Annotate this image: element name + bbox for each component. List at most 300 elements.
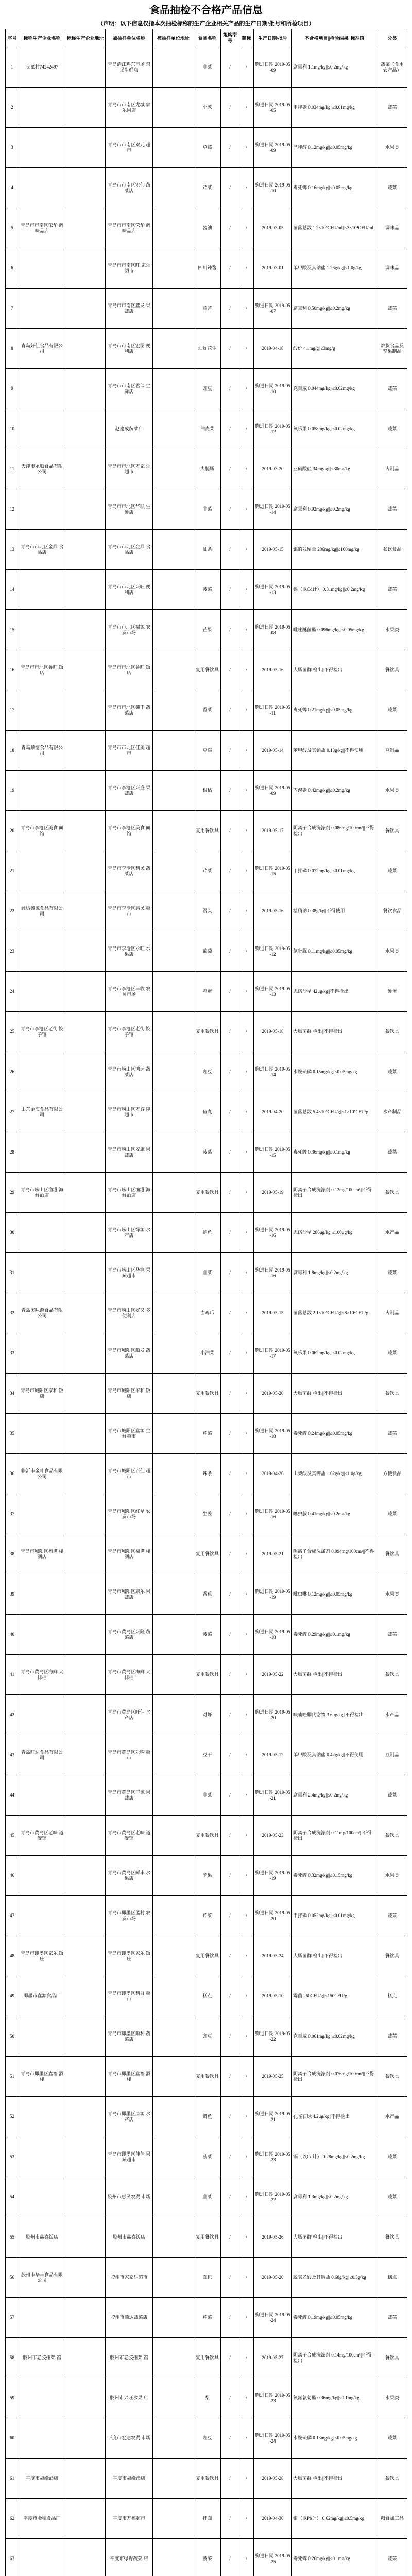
table-cell: 复用餐饮具 [194, 1173, 221, 1213]
table-cell: 青岛市黄岛区海鲜 大排档 [106, 1655, 153, 1695]
table-cell: 青岛市市北区兴旺 便利店 [106, 570, 153, 610]
table-cell: / [221, 128, 239, 168]
table-cell: 复用餐饮具 [194, 2217, 221, 2258]
table-cell: / [239, 1534, 254, 1574]
table-cell: 餐饮具 [377, 2057, 407, 2097]
table-cell: 购进日期 2019-05-09 [254, 771, 292, 811]
table-cell: 60 [6, 2418, 19, 2459]
table-cell: 青岛市崂山区鸿运 蔬菜店 [106, 1052, 153, 1092]
table-cell [153, 369, 194, 409]
table-cell [65, 1132, 106, 1173]
table-cell [65, 731, 106, 771]
table-cell [65, 570, 106, 610]
table-cell: 毒死蜱 0.21mg/kg||≤0.05mg/kg [292, 690, 377, 731]
table-cell: 61 [6, 2459, 19, 2499]
table-cell [153, 1856, 194, 1896]
table-cell [65, 972, 106, 1012]
table-cell: 水产制品 [377, 1092, 407, 1132]
table-cell: 青岛清江鸡东市场 鸡场生鲜店 [106, 47, 153, 88]
table-row [6, 1333, 407, 1374]
table-cell: 购进日期 2019-05-23 [254, 2378, 292, 2418]
table-cell [65, 1374, 106, 1414]
table-cell: 2019-05-15 [254, 530, 292, 570]
table-cell: 大肠菌群 检出||不得检出 [292, 1374, 377, 1414]
table-cell [65, 489, 106, 530]
table-cell: 餐饮具 [377, 811, 407, 851]
table-cell [65, 1856, 106, 1896]
table-cell: 13 [6, 530, 19, 570]
table-cell: / [221, 1574, 239, 1615]
table-cell: 胶州市鑫鑫饭店 [19, 2217, 65, 2258]
table-cell: 购进日期 2019-05-12 [254, 931, 292, 972]
table-cell: 青岛市市北区万家 乐超市 [106, 449, 153, 489]
table-cell [153, 1052, 194, 1092]
table-cell: 蔬菜 [377, 1896, 407, 1936]
table-row [6, 2499, 407, 2539]
table-cell: 芹菜 [194, 2298, 221, 2338]
table-cell [19, 2298, 65, 2338]
table-cell: 菠菜 [194, 1132, 221, 1173]
table-cell: 30 [6, 1213, 19, 1253]
table-cell: 芒果 [194, 610, 221, 650]
table-cell: / [239, 489, 254, 530]
table-cell: 毒死蜱 0.19mg/kg||≤0.05mg/kg [292, 2298, 377, 2338]
table-cell: 2019-05-16 [254, 650, 292, 690]
table-cell: 毒死蜱 0.36mg/kg||≤0.1mg/kg [292, 1132, 377, 1173]
table-cell: / [221, 1896, 239, 1936]
table-cell [153, 1092, 194, 1132]
table-cell: 24 [6, 972, 19, 1012]
table-cell [65, 449, 106, 489]
table-cell [65, 811, 106, 851]
table-cell [65, 530, 106, 570]
table-cell: 51 [6, 2057, 19, 2097]
table-cell: 青岛市城阳区家和 饭店 [19, 1374, 65, 1414]
table-cell: 吡虫啉 0.12mg/kg||≤0.05mg/kg [292, 1574, 377, 1615]
table-cell: / [221, 47, 239, 88]
table-cell: / [221, 449, 239, 489]
table-cell: 水果类 [377, 1856, 407, 1896]
table-row [6, 690, 407, 731]
table-cell [65, 2298, 106, 2338]
table-cell [153, 489, 194, 530]
table-cell: 青岛市市北区佳美 超市 [106, 731, 153, 771]
table-cell: 青岛市即墨区家乐 饭庄 [106, 1936, 153, 1976]
table-cell: 57 [6, 2298, 19, 2338]
table-cell: 2 [6, 88, 19, 128]
table-cell [19, 1775, 65, 1816]
table-cell: 青岛市市北区鑫丰 蔬菜店 [106, 690, 153, 731]
table-row [6, 570, 407, 610]
table-cell: 方便食品 [377, 1454, 407, 1494]
page-title: 食品抽检不合格产品信息 [149, 4, 263, 16]
table-cell: 蔬菜 [377, 2539, 407, 2576]
table-cell: / [239, 2258, 254, 2298]
column-header: 不合格项目||检验结果||标准值 [292, 29, 377, 47]
table-cell [153, 2137, 194, 2177]
table-cell: 2019-05-19 [254, 1173, 292, 1213]
table-cell [19, 1052, 65, 1092]
table-cell: / [221, 1333, 239, 1374]
table-cell: / [221, 248, 239, 289]
table-row [6, 128, 407, 168]
table-cell [65, 650, 106, 690]
table-cell [65, 1816, 106, 1856]
table-cell: 青岛市崂山区渔港 海鲜酒店 [106, 1173, 153, 1213]
table-cell: 购进日期 2019-05-15 [254, 851, 292, 891]
table-cell: 购进日期 2019-05-15 [254, 1132, 292, 1173]
table-cell [153, 449, 194, 489]
table-cell: 购进日期 2019-05-10 [254, 369, 292, 409]
table-cell: / [221, 931, 239, 972]
table-cell: 铝的残留量 286mg/kg||≤100mg/kg [292, 530, 377, 570]
table-cell: / [239, 610, 254, 650]
table-cell [65, 1574, 106, 1615]
column-header: 分类 [377, 29, 407, 47]
table-cell [19, 1253, 65, 1293]
table-cell: 菠菜 [194, 2539, 221, 2576]
table-cell [19, 2539, 65, 2576]
table-cell: / [221, 2418, 239, 2459]
table-cell: / [239, 2057, 254, 2097]
table-cell: / [239, 771, 254, 811]
table-cell: 购进日期 2019-05-23 [254, 2137, 292, 2177]
table-cell: / [239, 47, 254, 88]
table-cell [153, 2057, 194, 2097]
table-row [6, 731, 407, 771]
table-cell: 胶州市华丰食品有限公司 [19, 2258, 65, 2298]
table-cell [19, 610, 65, 650]
table-cell: 青岛美味源食品有限公司 [19, 1293, 65, 1333]
table-cell: 蔬菜 [377, 570, 407, 610]
table-cell: 青岛市城阳区福满 楼酒店 [19, 1534, 65, 1574]
table-cell: / [221, 972, 239, 1012]
table-cell: 天津市永顺食品有限公司 [19, 449, 65, 489]
table-cell: / [221, 1494, 239, 1534]
table-cell: 复用餐饮具 [194, 1374, 221, 1414]
table-cell: / [221, 2539, 239, 2576]
table-cell [19, 289, 65, 329]
table-cell: 平度市福缘酒店 [106, 2459, 153, 2499]
table-cell [153, 2217, 194, 2258]
table-cell [65, 1454, 106, 1494]
table-cell [19, 489, 65, 530]
table-cell: 青岛市即墨区佳佳 果蔬超市 [106, 2137, 153, 2177]
table-cell: / [239, 891, 254, 931]
table-cell: 青岛市市南区宏图 便利店 [106, 329, 153, 369]
column-header: 被抽样单位地址 [153, 29, 194, 47]
table-row [6, 208, 407, 248]
table-cell: 腐霉利 1.3mg/kg||≤0.2mg/kg [292, 2177, 377, 2217]
table-cell: 购进日期 2019-05-22 [254, 2016, 292, 2057]
table-cell: / [221, 168, 239, 208]
table-cell: 水产品 [377, 1695, 407, 1735]
table-cell: 调味品 [377, 208, 407, 248]
table-cell: 购进日期 2019-05-20 [254, 1695, 292, 1735]
table-cell [19, 1574, 65, 1615]
table-cell: 1 [6, 47, 19, 88]
table-cell: 良菜村74242497 [19, 47, 65, 88]
table-cell: / [239, 369, 254, 409]
table-cell [153, 2016, 194, 2057]
table-cell [153, 811, 194, 851]
table-cell [153, 88, 194, 128]
table-row [6, 891, 407, 931]
table-cell: 青岛市即墨区顺利 蔬菜店 [106, 2016, 153, 2057]
table-cell: 霉菌 260CFU/g||≤150CFU/g [292, 1976, 377, 2016]
table-cell [153, 851, 194, 891]
table-cell [153, 530, 194, 570]
table-cell: 52 [6, 2097, 19, 2137]
table-cell: 青岛市崂山区绿源 水产店 [106, 1213, 153, 1253]
table-cell: 水产品 [377, 2097, 407, 2137]
table-cell: 毒死蜱 0.16mg/kg||≤0.05mg/kg [292, 168, 377, 208]
table-cell: 33 [6, 1333, 19, 1374]
table-cell [65, 1494, 106, 1534]
table-cell: 水果类 [377, 128, 407, 168]
table-cell: / [239, 208, 254, 248]
table-cell: 2019-05-28 [254, 2459, 292, 2499]
table-cell: / [221, 1856, 239, 1896]
table-cell: 3 [6, 128, 19, 168]
table-cell: 菠菜 [194, 2137, 221, 2177]
table-cell: 青岛市市北区鲁旺 饭店 [106, 650, 153, 690]
table-cell: 蔬菜 [377, 409, 407, 449]
table-cell: 丙溴磷 0.42mg/kg||≤0.2mg/kg [292, 771, 377, 811]
table-cell [153, 1976, 194, 2016]
table-cell: 2019-04-18 [254, 329, 292, 369]
table-cell: / [239, 1655, 254, 1695]
table-cell: 鱼丸 [194, 1092, 221, 1132]
table-cell [65, 2338, 106, 2378]
table-cell [153, 1534, 194, 1574]
table-cell: 菠菜 [194, 570, 221, 610]
table-row [6, 2217, 407, 2258]
table-cell: / [239, 1856, 254, 1896]
table-cell: 青岛市黄岛区鲜丰 水果店 [106, 1856, 153, 1896]
table-cell: 9 [6, 369, 19, 409]
table-cell: 阴离子合成洗涤剂 0.12mg/100cm²||不得检出 [292, 1173, 377, 1213]
table-cell: 复用餐饮具 [194, 650, 221, 690]
table-cell: 油炸花生 [194, 329, 221, 369]
table-cell: 香蕉 [194, 1574, 221, 1615]
table-cell [153, 1936, 194, 1976]
table-cell: 克百威 0.044mg/kg||≤0.02mg/kg [292, 369, 377, 409]
table-cell: 馒头 [194, 891, 221, 931]
table-cell: 芹菜 [194, 168, 221, 208]
table-cell: 挂面 [194, 2499, 221, 2539]
table-row [6, 972, 407, 1012]
table-cell: 豆腐 [194, 731, 221, 771]
table-cell: 肉制品 [377, 449, 407, 489]
column-header: 标称生产企业名称 [19, 29, 65, 47]
table-cell [65, 2258, 106, 2298]
table-cell: / [239, 1695, 254, 1735]
table-cell [65, 1052, 106, 1092]
table-cell: 胶州市顺达蔬菜店 [106, 2298, 153, 2338]
table-cell: 购进日期 2019-05-24 [254, 2418, 292, 2459]
table-cell [65, 329, 106, 369]
table-row [6, 1213, 407, 1253]
table-cell: 青岛顺德食品有限公司 [19, 731, 65, 771]
table-cell: 青岛市即墨区鑫福 酒楼 [19, 2057, 65, 2097]
table-cell: 阴离子合成洗涤剂 0.086mg/100cm²||不得检出 [292, 811, 377, 851]
table-cell: 亚硝酸盐 34mg/kg||≤30mg/kg [292, 449, 377, 489]
table-cell: 甲拌磷 0.052mg/kg||≤0.01mg/kg [292, 1896, 377, 1936]
table-cell: 27 [6, 1092, 19, 1132]
table-cell: 小葱 [194, 88, 221, 128]
table-cell: 12 [6, 489, 19, 530]
table-cell: / [221, 1253, 239, 1293]
table-cell: 复用餐饮具 [194, 811, 221, 851]
table-cell: 2019-05-21 [254, 1534, 292, 1574]
table-cell: 购进日期 2019-05-10 [254, 168, 292, 208]
table-cell: 胶州市惠民农贸 市场 [106, 2177, 153, 2217]
table-cell: 4 [6, 168, 19, 208]
table-cell: 2019-05-20 [254, 2258, 292, 2298]
table-cell: 韭菜 [194, 1253, 221, 1293]
table-cell: 蒜苔 [194, 289, 221, 329]
table-cell [153, 650, 194, 690]
table-cell: / [221, 1414, 239, 1454]
table-cell: 赵建成蔬菜店 [106, 409, 153, 449]
table-cell: 蔬菜 [377, 1333, 407, 1374]
table-cell: 2019-05-14 [254, 731, 292, 771]
table-cell [65, 1092, 106, 1132]
table-cell: 复用餐饮具 [194, 2057, 221, 2097]
table-cell: 餐饮具 [377, 2338, 407, 2378]
table-cell: 苯甲酸及其钠盐 0.18g/kg||不得使用 [292, 731, 377, 771]
table-cell: 青岛市市南区旺 家乐超市 [106, 248, 153, 289]
table-cell: 购进日期 2019-05-05 [254, 88, 292, 128]
table-cell: 2019-05-20 [254, 1374, 292, 1414]
table-cell: / [239, 1012, 254, 1052]
table-cell: / [239, 1816, 254, 1856]
table-cell [65, 1012, 106, 1052]
table-cell: 青岛市崂山区万客 隆超市 [106, 1092, 153, 1132]
table-cell: / [239, 248, 254, 289]
table-cell [65, 2057, 106, 2097]
table-cell [19, 369, 65, 409]
table-cell: 蔬菜 [377, 690, 407, 731]
table-cell [65, 1333, 106, 1374]
table-cell: 40 [6, 1615, 19, 1655]
table-row [6, 1816, 407, 1856]
table-cell: 青岛市市南区龙城 家乐园店 [106, 88, 153, 128]
table-cell: 青岛市李沧区利民 蔬菜店 [106, 851, 153, 891]
table-cell: 蔬菜 [377, 2418, 407, 2459]
table-cell: 餐饮具 [377, 1816, 407, 1856]
table-cell: / [221, 1052, 239, 1092]
column-header: 被抽样单位名称 [106, 29, 153, 47]
table-cell: 菠菜 [194, 1615, 221, 1655]
table-cell: 四川辣酱 [194, 248, 221, 289]
table-cell: 镉（以Cd计） 0.28mg/kg||≤0.2mg/kg [292, 2137, 377, 2177]
table-cell: 购进日期 2019-05-13 [254, 972, 292, 1012]
table-cell: 毒死蜱 0.26mg/kg||≤0.1mg/kg [292, 2539, 377, 2576]
table-cell: 14 [6, 570, 19, 610]
column-header: 食品名称 [194, 29, 221, 47]
table-cell [65, 2418, 106, 2459]
table-cell: 55 [6, 2217, 19, 2258]
table-row [6, 1856, 407, 1896]
table-cell: / [221, 2177, 239, 2217]
table-cell: / [239, 530, 254, 570]
table-cell [19, 2378, 65, 2418]
table-cell: / [221, 369, 239, 409]
table-cell: 粮食加工品 [377, 2499, 407, 2539]
table-cell: 调味品 [377, 248, 407, 289]
table-row [6, 650, 407, 690]
table-cell: 餐饮具 [377, 1655, 407, 1695]
table-cell [19, 88, 65, 128]
table-cell: 56 [6, 2258, 19, 2298]
table-cell: / [239, 2338, 254, 2378]
table-cell: / [221, 289, 239, 329]
table-cell: 10 [6, 409, 19, 449]
table-cell: 2019-04-30 [254, 2499, 292, 2539]
table-cell: 蔬菜 [377, 2298, 407, 2338]
table-cell: 青岛市黄岛区老味 道餐馆 [106, 1816, 153, 1856]
table-cell [65, 931, 106, 972]
table-cell: 豆制品 [377, 731, 407, 771]
table-cell: 2019-03-01 [254, 248, 292, 289]
table-cell: 青岛旺达食品有限公司 [19, 1735, 65, 1775]
table-cell: 58 [6, 2338, 19, 2378]
table-cell: 恩诺沙星 286μg/kg||≤100μg/kg [292, 1213, 377, 1253]
table-cell: 火腿肠 [194, 449, 221, 489]
table-row [6, 168, 407, 208]
table-row [6, 1655, 407, 1695]
table-cell [19, 972, 65, 1012]
table-cell: / [239, 972, 254, 1012]
table-cell [65, 248, 106, 289]
table-cell: 35 [6, 1414, 19, 1454]
table-row [6, 2298, 407, 2338]
table-cell [65, 88, 106, 128]
table-cell: 豇豆 [194, 2016, 221, 2057]
table-cell: 购进日期 2019-05-14 [254, 489, 292, 530]
table-cell: 酱油 [194, 208, 221, 248]
table-cell [65, 168, 106, 208]
table-cell [153, 690, 194, 731]
table-cell: 2019-05-23 [254, 1816, 292, 1856]
table-cell: / [221, 891, 239, 931]
table-cell: 餐饮具 [377, 1534, 407, 1574]
table-cell: 胶州市家家乐超市 [106, 2258, 153, 2298]
table-cell: 甲拌磷 0.072mg/kg||≤0.01mg/kg [292, 851, 377, 891]
table-cell: / [221, 2338, 239, 2378]
table-cell: 脱氢乙酸及其钠盐 0.68g/kg||≤0.5g/kg [292, 2258, 377, 2298]
table-cell [65, 2016, 106, 2057]
table-row [6, 2338, 407, 2378]
table-cell: 甲拌磷 0.034mg/kg||≤0.01mg/kg [292, 88, 377, 128]
table-cell: / [221, 2137, 239, 2177]
table-cell: 豆干 [194, 1735, 221, 1775]
table-cell: 蔬菜 [377, 1253, 407, 1293]
table-cell: 青岛市崂山区安康 果蔬店 [106, 1132, 153, 1173]
table-cell [153, 2338, 194, 2378]
table-cell: 吡唑醚菌酯 0.096mg/kg||≤0.05mg/kg [292, 610, 377, 650]
table-cell [153, 2459, 194, 2499]
table-cell: / [239, 1092, 254, 1132]
table-cell [153, 771, 194, 811]
table-cell: 平度市宏达农贸 市场 [106, 2418, 153, 2459]
table-header-row [6, 29, 407, 47]
table-cell: 蔬菜 [377, 88, 407, 128]
table-cell [153, 2177, 194, 2217]
table-cell: / [239, 1735, 254, 1775]
